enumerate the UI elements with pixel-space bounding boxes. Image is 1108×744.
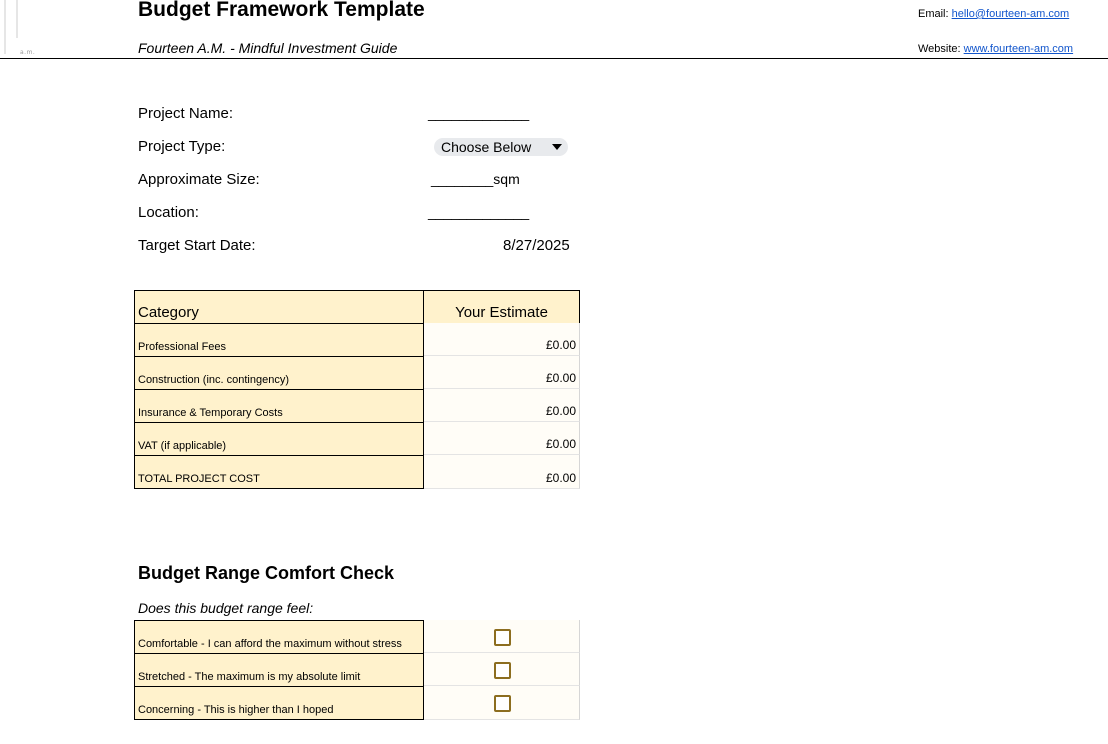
approximate-size-field[interactable]: ________sqm <box>431 171 520 187</box>
comfort-check-title: Budget Range Comfort Check <box>138 563 395 583</box>
email-label: Email: <box>918 8 949 20</box>
email-link[interactable]: hello@fourteen-am.com <box>951 8 1070 20</box>
comfortable-checkbox[interactable] <box>494 629 511 646</box>
target-start-date-field[interactable]: 8/27/2025 <box>503 237 570 254</box>
email-contact <box>918 8 1069 20</box>
location-label: Location: <box>138 204 199 221</box>
table-row-estimate[interactable]: £0.00 <box>424 356 580 389</box>
website-contact <box>918 43 1073 55</box>
table-row-estimate[interactable]: £0.00 <box>424 422 580 455</box>
table-row-total-category: TOTAL PROJECT COST <box>134 455 424 489</box>
page-subtitle: Fourteen A.M. - Mindful Investment Guide <box>138 40 398 56</box>
logo-text: a.m. <box>20 49 36 56</box>
approximate-size-label: Approximate Size: <box>138 171 260 188</box>
comfort-option-label: Comfortable - I can afford the maximum without stress <box>134 620 424 654</box>
project-type-value: Choose Below <box>441 139 532 155</box>
page-title: Budget Framework Template <box>138 0 425 21</box>
header-divider <box>0 58 1108 59</box>
table-row-category: Insurance & Temporary Costs <box>134 389 424 423</box>
comfort-check-question: Does this budget range feel: <box>138 600 314 616</box>
table-row-category: Professional Fees <box>134 323 424 357</box>
table-header-estimate: Your Estimate <box>424 290 580 324</box>
table-row-category: VAT (if applicable) <box>134 422 424 456</box>
logo-stroke <box>16 0 18 38</box>
table-row-estimate[interactable]: £0.00 <box>424 323 580 356</box>
comfort-option-label: Concerning - This is higher than I hoped <box>134 686 424 720</box>
project-name-label: Project Name: <box>138 105 234 122</box>
table-header-category: Category <box>134 290 424 324</box>
table-row-estimate[interactable]: £0.00 <box>424 389 580 422</box>
website-link[interactable]: www.fourteen-am.com <box>963 43 1074 55</box>
website-label: Website: <box>918 43 961 55</box>
concerning-checkbox[interactable] <box>494 695 511 712</box>
project-name-field[interactable]: _____________ <box>428 105 530 121</box>
table-row-category: Construction (inc. contingency) <box>134 356 424 390</box>
company-logo <box>2 0 38 56</box>
comfort-option-cell <box>424 620 580 653</box>
stretched-checkbox[interactable] <box>494 662 511 679</box>
location-field[interactable]: _____________ <box>428 204 530 220</box>
comfort-option-cell <box>424 653 580 686</box>
table-row-total-estimate[interactable]: £0.00 <box>424 455 580 489</box>
comfort-option-label: Stretched - The maximum is my absolute limit <box>134 653 424 687</box>
project-type-dropdown[interactable] <box>434 138 568 156</box>
logo-stroke <box>4 0 6 54</box>
project-type-label: Project Type: <box>138 138 226 155</box>
comfort-option-cell <box>424 686 580 720</box>
dropdown-arrow-icon <box>552 144 562 150</box>
target-start-date-label: Target Start Date: <box>138 237 256 254</box>
